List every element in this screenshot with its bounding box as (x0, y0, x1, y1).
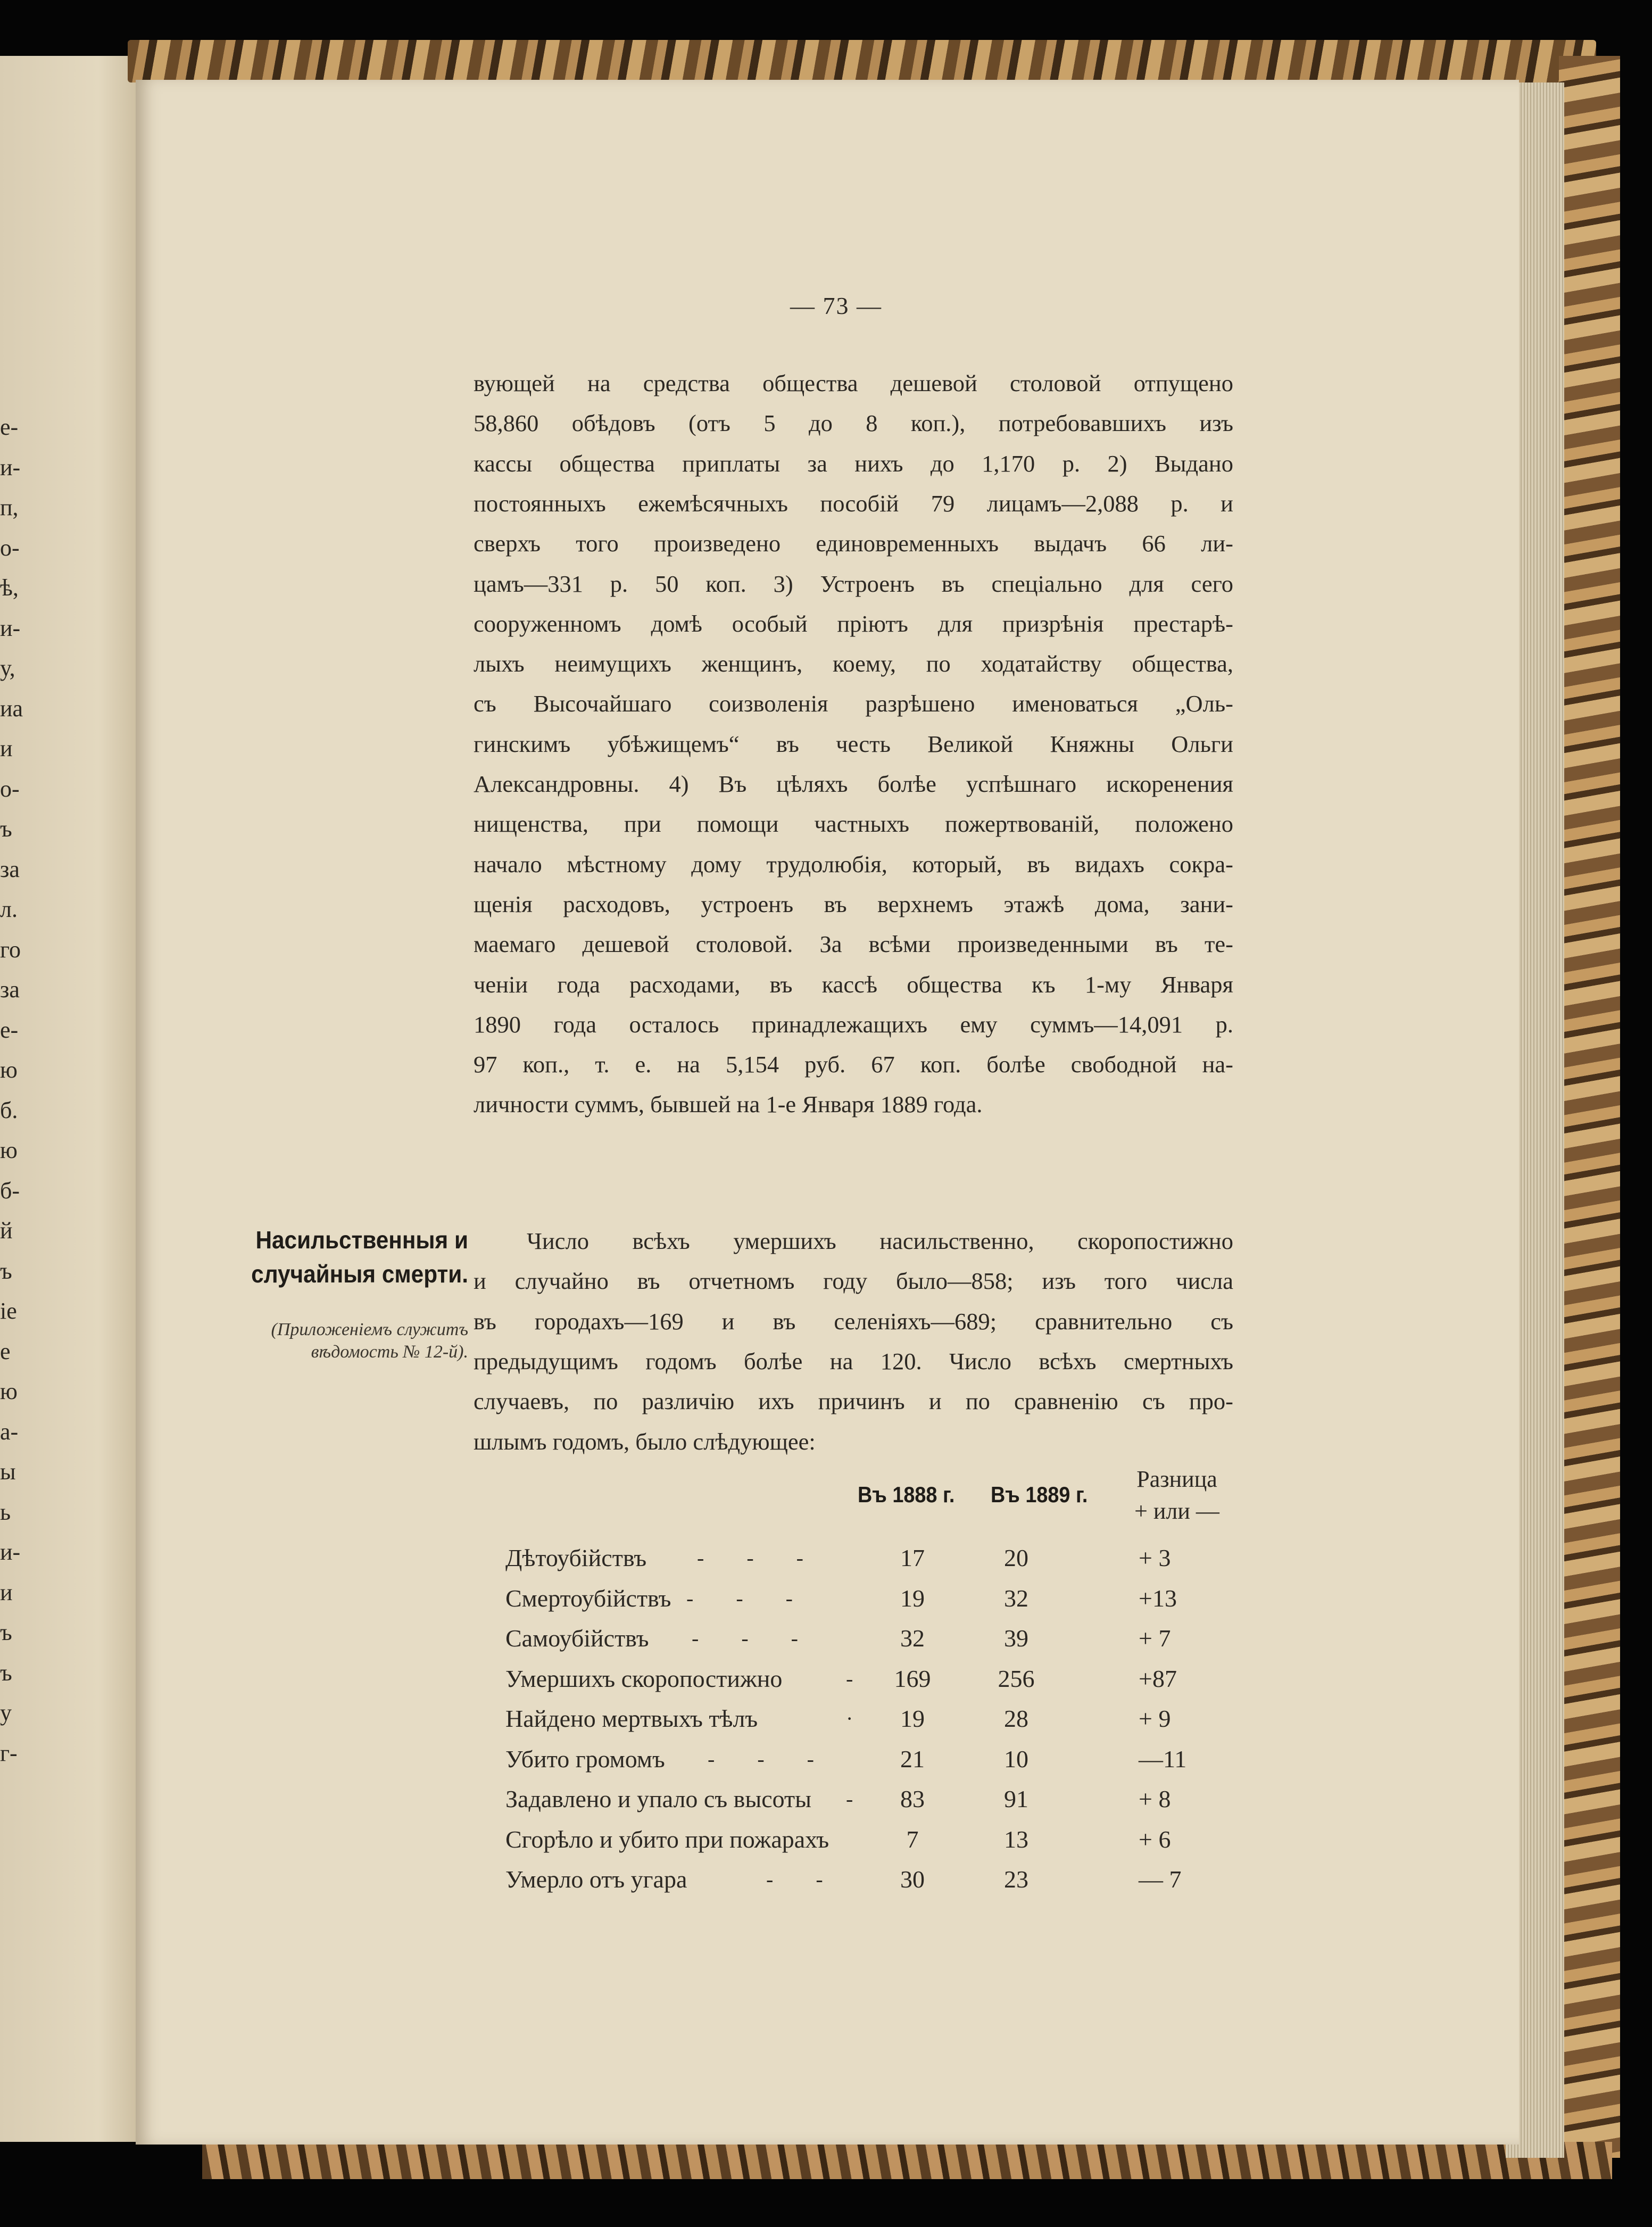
cell-1888: 21 (900, 1745, 925, 1773)
margin-letter: о- (0, 775, 20, 802)
cell-difference: +87 (1139, 1665, 1177, 1692)
table-row (505, 1580, 1250, 1617)
row-leader-dashes: - - - (686, 1586, 793, 1610)
margin-letter: г- (0, 1740, 18, 1766)
table-header-1888: Въ 1888 г. (858, 1482, 955, 1507)
margin-letter: и (0, 1579, 13, 1605)
cell-1889: 28 (1004, 1705, 1028, 1732)
row-leader-dashes: - - - (692, 1626, 798, 1650)
paragraph-line: гинскимъ убѣжищемъ“ въ честь Великой Княжны Ольги (474, 730, 1233, 757)
margin-letter: и- (0, 1539, 21, 1565)
cell-difference: +13 (1139, 1584, 1177, 1612)
paragraph-line: сверхъ того произведено единовременныхъ выдачъ 66 ли- (474, 530, 1233, 557)
section-side-heading (233, 1223, 468, 1291)
side-note-line: (Приложеніемъ служитъ (271, 1320, 468, 1339)
side-heading-line: Насильственныя и (255, 1226, 468, 1254)
cell-1889: 91 (1004, 1785, 1028, 1812)
margin-letter: е- (0, 1016, 19, 1043)
margin-letter: а- (0, 1418, 19, 1445)
cell-1889: 39 (1004, 1625, 1028, 1652)
paragraph-line: 97 коп., т. е. на 5,154 руб. 67 коп. болѣе свободной на- (474, 1051, 1233, 1078)
row-label: Смертоубійствъ (505, 1584, 671, 1612)
margin-letter: е- (0, 414, 19, 440)
cell-1888: 30 (900, 1866, 925, 1893)
table-row (505, 1660, 1250, 1698)
margin-letter: иа (0, 695, 23, 722)
table-header-difference (1124, 1463, 1230, 1527)
table-header-difference-line1: Разница (1136, 1466, 1217, 1492)
paragraph-line: и случайно въ отчетномъ году было—858; изъ того числа (474, 1268, 1233, 1295)
paragraph-line: маемаго дешевой столовой. За всѣми произведенными въ те- (474, 931, 1233, 958)
margin-letter: ь (0, 1499, 11, 1525)
margin-letter: л. (0, 896, 18, 922)
paragraph-line: начало мѣстному дому трудолюбія, который, въ видахъ сокра- (474, 850, 1233, 877)
page-number: — 73 — (790, 292, 882, 319)
margin-letter: и- (0, 454, 21, 481)
cell-difference: —11 (1139, 1745, 1187, 1773)
margin-letter: ъ (0, 816, 12, 842)
cell-1888: 32 (900, 1625, 925, 1652)
paragraph-line: 58,860 обѣдовъ (отъ 5 до 8 коп.), потребовавшихъ изъ (474, 410, 1233, 437)
margin-letter: ю (0, 1137, 18, 1163)
margin-letter: у, (0, 655, 15, 681)
margin-letter: за (0, 976, 20, 1003)
margin-letter: б. (0, 1097, 18, 1123)
margin-letter: за (0, 856, 20, 882)
margin-letter: ъ (0, 1257, 12, 1284)
margin-letter: ѣ, (0, 575, 19, 601)
table-header-difference-line2: + или — (1134, 1498, 1219, 1524)
table-header-1889: Въ 1889 г. (991, 1482, 1088, 1507)
cell-difference: + 9 (1139, 1705, 1171, 1732)
cell-1888: 169 (894, 1665, 931, 1692)
paragraph-line: ченіи года расходами, въ кассѣ общества къ 1-му Января (474, 971, 1233, 998)
margin-letter: п, (0, 494, 19, 520)
row-label: Найдено мертвыхъ тѣлъ (505, 1705, 758, 1732)
margin-letter: ю (0, 1057, 18, 1083)
margin-letter: ъ (0, 1619, 12, 1645)
book-cover-bottom-edge (202, 2142, 1612, 2179)
book-cover-top-edge (128, 40, 1596, 82)
paragraph-line: сооруженномъ домѣ особый пріютъ для призрѣнія престарѣ- (474, 610, 1233, 637)
row-leader-dashes: - (846, 1787, 853, 1811)
table-row (505, 1539, 1250, 1577)
cell-difference: + 7 (1139, 1625, 1171, 1652)
table-row (505, 1741, 1250, 1778)
row-label: Умершихъ скоропостижно (505, 1665, 783, 1692)
margin-letter: о- (0, 534, 20, 561)
cell-1888: 83 (900, 1785, 925, 1812)
cell-1889: 10 (1004, 1745, 1028, 1773)
table-row (505, 1821, 1250, 1858)
row-label: Сгорѣло и убито при пожарахъ (505, 1825, 829, 1853)
cell-1889: 32 (1004, 1584, 1028, 1612)
table-row (505, 1700, 1250, 1737)
paragraph-line: вующей на средства общества дешевой столовой отпущено (474, 370, 1233, 396)
cell-difference: + 8 (1139, 1785, 1171, 1812)
margin-letter: ъ (0, 1659, 12, 1686)
row-leader-dashes: - - (766, 1867, 823, 1891)
previous-page-cut-text (0, 407, 21, 1773)
cell-1889: 13 (1004, 1825, 1028, 1853)
paragraph-line: личности суммъ, бывшей на 1-е Января 1889 года. (474, 1091, 983, 1118)
row-label: Умерло отъ угара (505, 1866, 687, 1893)
margin-letter: ie (0, 1298, 17, 1324)
margin-letter: го (0, 936, 21, 963)
paragraph-line: цамъ—331 р. 50 коп. 3) Устроенъ въ спеціально для сего (474, 570, 1233, 597)
row-leader-dashes: - - - (708, 1746, 814, 1771)
row-leader-dashes: · (846, 1707, 853, 1731)
row-label: Задавлено и упало съ высоты (505, 1785, 812, 1812)
paragraph-line: кассы общества приплаты за нихъ до 1,170 р. 2) Выдано (474, 450, 1233, 477)
paragraph-line: предыдущимъ годомъ болѣе на 120. Число всѣхъ смертныхъ (474, 1347, 1233, 1375)
paragraph-line: въ городахъ—169 и въ селеніяхъ—689; сравнительно съ (474, 1307, 1233, 1335)
margin-letter: й (0, 1218, 13, 1244)
book-cover-right-edge (1559, 56, 1620, 2158)
paragraph-line: нищенства, при помощи частныхъ пожертвованій, положено (474, 810, 1233, 838)
side-heading-line: случайныя смерти. (251, 1260, 468, 1288)
margin-letter: и (0, 735, 13, 761)
cell-1888: 19 (900, 1705, 925, 1732)
row-label: Убито громомъ (505, 1745, 665, 1773)
margin-letter: ю (0, 1378, 18, 1404)
cell-difference: + 6 (1139, 1825, 1171, 1853)
table-row (505, 1620, 1250, 1657)
margin-letter: и- (0, 615, 21, 641)
cell-1889: 20 (1004, 1544, 1028, 1571)
paragraph-line: Александровны. 4) Въ цѣляхъ болѣе успѣшнаго искоренения (474, 771, 1233, 797)
cell-1888: 7 (906, 1825, 919, 1853)
margin-letter: ы (0, 1459, 16, 1485)
paragraph-line: постоянныхъ ежемѣсячныхъ пособій 79 лицамъ—2,088 р. и (474, 490, 1233, 517)
paragraph-line: щенія расходовъ, устроенъ въ верхнемъ этажѣ дома, зани- (474, 890, 1233, 917)
table-row (505, 1861, 1250, 1898)
cell-difference: + 3 (1139, 1544, 1171, 1571)
row-label: Дѣтоубійствъ (505, 1544, 647, 1571)
cell-1888: 17 (900, 1544, 925, 1571)
paragraph-line: Число всѣхъ умершихъ насильственно, скоропостижно (527, 1228, 1233, 1254)
row-leader-dashes: - (846, 1666, 853, 1691)
paragraph-line: 1890 года осталось принадлежащихъ ему суммъ—14,091 р. (474, 1011, 1233, 1038)
row-label: Самоубійствъ (505, 1625, 649, 1652)
paragraph-line: шлымъ годомъ, было слѣдующее: (474, 1428, 816, 1455)
cell-difference: — 7 (1139, 1866, 1182, 1893)
margin-letter: е (0, 1338, 11, 1364)
previous-page-edge (0, 56, 141, 2142)
paragraph-line: случаевъ, по различію ихъ причинъ и по сравненію съ про- (474, 1388, 1233, 1415)
margin-letter: у (0, 1700, 12, 1726)
margin-letter: б- (0, 1177, 20, 1204)
paragraph-line: лыхъ неимущихъ женщинъ, коему, по ходатайству общества, (474, 650, 1233, 677)
table-row (505, 1781, 1250, 1818)
paragraph-line: съ Высочайшаго соизволенія разрѣшено именоваться „Оль- (474, 690, 1233, 717)
row-leader-dashes: - - - (697, 1546, 803, 1570)
cell-1889: 256 (998, 1665, 1035, 1692)
side-note-line: вѣдомость № 12-й). (311, 1342, 468, 1362)
appendix-side-note (223, 1319, 468, 1363)
cell-1888: 19 (900, 1584, 925, 1612)
cell-1889: 23 (1004, 1866, 1028, 1893)
